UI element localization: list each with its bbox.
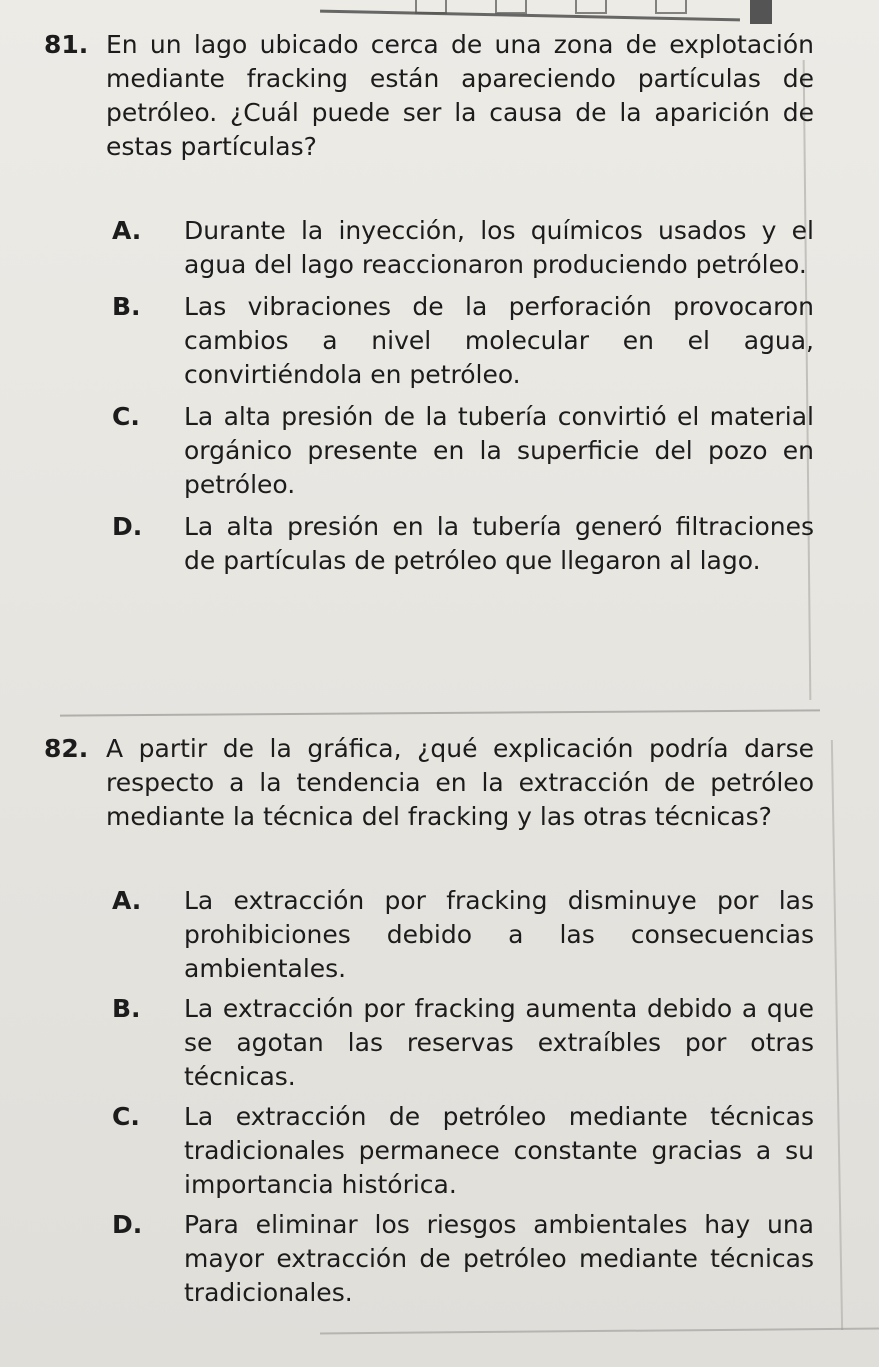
option-text: Para eliminar los riesgos ambientales hay una mayor extracción de petróleo mediante técnicas tradicionales. (184, 1210, 814, 1307)
option-text: Las vibraciones de la perforación provocaron cambios a nivel molecular en el agua, convirtiéndola en petróleo. (184, 292, 814, 389)
option-text: La extracción de petróleo mediante técnicas tradicionales permanece constante gracias a su importancia histórica. (184, 1102, 814, 1199)
option-letter: C. (112, 1102, 140, 1131)
option-text: La alta presión de la tubería convirtió el material orgánico presente en la superficie del pozo en petróleo. (184, 402, 814, 499)
option-text: La alta presión en la tubería generó filtraciones de partículas de petróleo que llegaron al lago. (184, 512, 814, 575)
question-number: 81. (44, 30, 89, 59)
answer-options (44, 884, 814, 1310)
top-edge-box (495, 0, 527, 14)
top-edge-marks (320, 0, 770, 30)
question-82 (44, 732, 814, 1310)
option-letter: A. (112, 216, 142, 245)
section-divider (60, 709, 820, 716)
answer-option-a[interactable] (44, 884, 814, 986)
option-letter: B. (112, 292, 141, 321)
top-edge-dark-mark (750, 0, 772, 24)
option-text: Durante la inyección, los químicos usados y el agua del lago reaccionaron produciendo petróleo. (184, 216, 814, 279)
option-letter: D. (112, 512, 143, 541)
top-edge-box (575, 0, 607, 14)
answer-option-a[interactable] (44, 214, 814, 282)
answer-option-d[interactable] (44, 510, 814, 578)
margin-line (831, 740, 843, 1330)
option-text: La extracción por fracking aumenta debido a que se agotan las reservas extraíbles por otras técnicas. (184, 994, 814, 1091)
top-edge-box (415, 0, 447, 14)
question-stem (44, 28, 814, 164)
option-text: La extracción por fracking disminuye por las prohibiciones debido a las consecuencias ambientales. (184, 886, 814, 983)
bottom-divider (320, 1328, 879, 1335)
question-text: A partir de la gráfica, ¿qué explicación podría darse respecto a la tendencia en la extracción de petróleo mediante la técnica del fracking y las otras técnicas? (106, 734, 814, 831)
answer-option-b[interactable] (44, 290, 814, 392)
question-text: En un lago ubicado cerca de una zona de explotación mediante fracking están apareciendo partículas de petróleo. ¿Cuál puede ser la causa de la aparición de estas partículas? (106, 30, 814, 161)
option-letter: C. (112, 402, 140, 431)
answer-option-c[interactable] (44, 400, 814, 502)
option-letter: D. (112, 1210, 143, 1239)
top-edge-box (655, 0, 687, 14)
question-number: 82. (44, 734, 89, 763)
question-stem (44, 732, 814, 834)
answer-options (44, 214, 814, 578)
question-81 (44, 28, 814, 578)
answer-option-b[interactable] (44, 992, 814, 1094)
option-letter: B. (112, 994, 141, 1023)
answer-option-d[interactable] (44, 1208, 814, 1310)
option-letter: A. (112, 886, 142, 915)
answer-option-c[interactable] (44, 1100, 814, 1202)
